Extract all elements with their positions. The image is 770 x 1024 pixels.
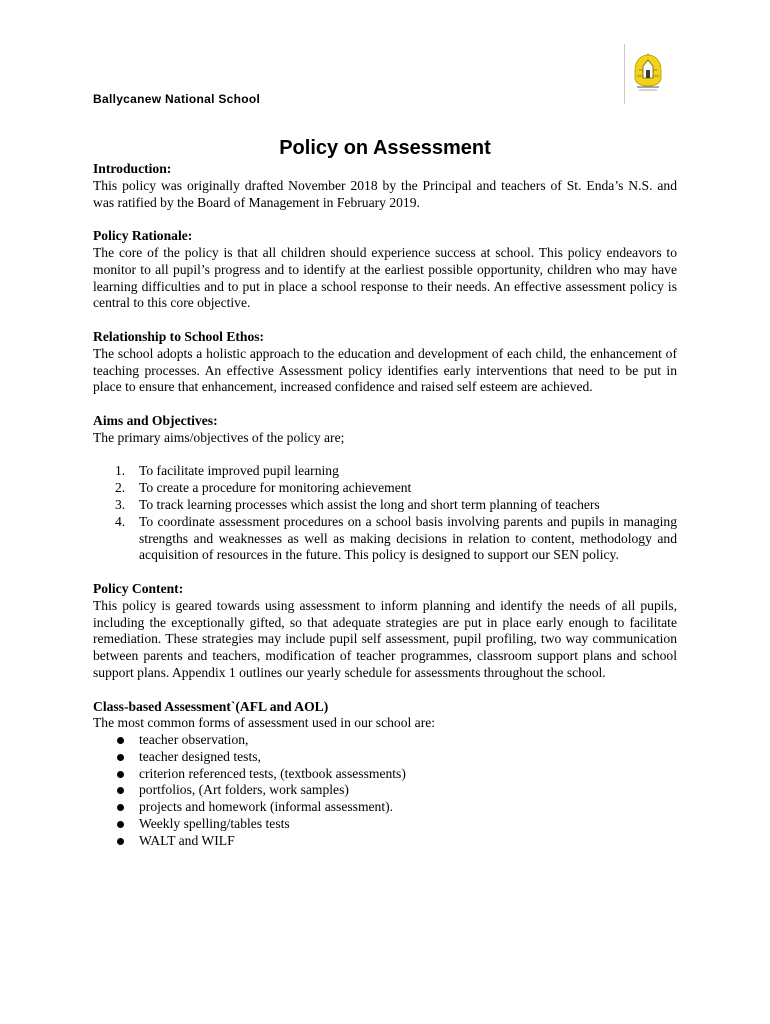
- aims-list: [93, 463, 677, 564]
- header-divider: [624, 44, 625, 104]
- bullet-icon: [117, 737, 124, 744]
- list-item: teacher observation,: [93, 732, 677, 749]
- list-item: criterion referenced tests, (textbook assessments): [93, 766, 677, 783]
- bullet-icon: [117, 771, 124, 778]
- list-item: projects and homework (informal assessment).: [93, 799, 677, 816]
- school-crest-icon: [631, 52, 665, 92]
- section-paragraph: The school adopts a holistic approach to the education and development of each child, the enhancement of teaching processes. An effective Assessment policy identifies early interventions that need to be put in place to ensure that enhancement, increased confidence and raised self esteem are achieved.: [93, 345, 677, 395]
- section-paragraph: The core of the policy is that all children should experience success at school. This policy endeavors to monitor to all pupil’s progress and to identify at the earliest possible opportunity, children who may have learning difficulties and to put in place a school response to their needs. An effective assessment policy is central to this core objective.: [93, 244, 677, 311]
- assessment-forms-list: [93, 732, 677, 850]
- section-paragraph: This policy is geared towards using assessment to inform planning and identify the needs of all pupils, including the exceptionally gifted, so that adequate strategies are put in place early enough to facilitate remediation. These strategies may include pupil self assessment, pupil profiling, two way communication between parents and teachers, modification of teacher programmes, classroom support plans and school support plans. Appendix 1 outlines our yearly schedule for assessments throughout the school.: [93, 597, 677, 680]
- section-heading: Aims and Objectives:: [93, 412, 218, 428]
- list-item: 3. To track learning processes which assist the long and short term planning of teachers: [115, 496, 600, 512]
- list-item: Weekly spelling/tables tests: [93, 816, 677, 833]
- section-heading: Class-based Assessment`(AFL and AOL): [93, 698, 329, 714]
- bullet-icon: [117, 838, 124, 845]
- section-heading: Introduction:: [93, 161, 172, 176]
- section-aims-objectives: [93, 413, 677, 564]
- bullet-icon: [117, 754, 124, 761]
- section-class-based-assessment: [93, 699, 677, 850]
- section-heading: Policy Content:: [93, 580, 184, 596]
- list-item: teacher designed tests,: [93, 749, 677, 766]
- bullet-icon: [117, 821, 124, 828]
- section-school-ethos: [93, 329, 677, 396]
- list-item: WALT and WILF: [93, 833, 677, 850]
- section-paragraph: This policy was originally drafted November 2018 by the Principal and teachers of St. Enda’s N.S. and was ratified by the Board of Management in February 2019.: [93, 177, 677, 210]
- list-item: 1. To facilitate improved pupil learning: [115, 463, 339, 479]
- bullet-icon: [117, 787, 124, 794]
- section-policy-rationale: [93, 228, 677, 312]
- bullet-icon: [117, 804, 124, 811]
- list-item: portfolios, (Art folders, work samples): [93, 782, 677, 799]
- section-policy-content: [93, 581, 677, 682]
- section-paragraph: The most common forms of assessment used in our school are:: [93, 715, 436, 731]
- list-item: 2. To create a procedure for monitoring achievement: [115, 480, 412, 496]
- school-name: Ballycanew National School: [93, 92, 261, 106]
- section-heading: Policy Rationale:: [93, 228, 193, 244]
- section-heading: Relationship to School Ethos:: [93, 328, 265, 344]
- list-item: 4. To coordinate assessment procedures on a school basis involving parents and pupils in managing strengths and weaknesses as well as making decisions in relation to content, methodology and acquisition of resources in the future. This policy is designed to support our SEN policy.: [115, 513, 677, 563]
- document-body: [93, 161, 677, 866]
- document-title: Policy on Assessment: [279, 137, 491, 159]
- section-introduction: [93, 161, 677, 211]
- section-paragraph: The primary aims/objectives of the policy are;: [93, 429, 345, 445]
